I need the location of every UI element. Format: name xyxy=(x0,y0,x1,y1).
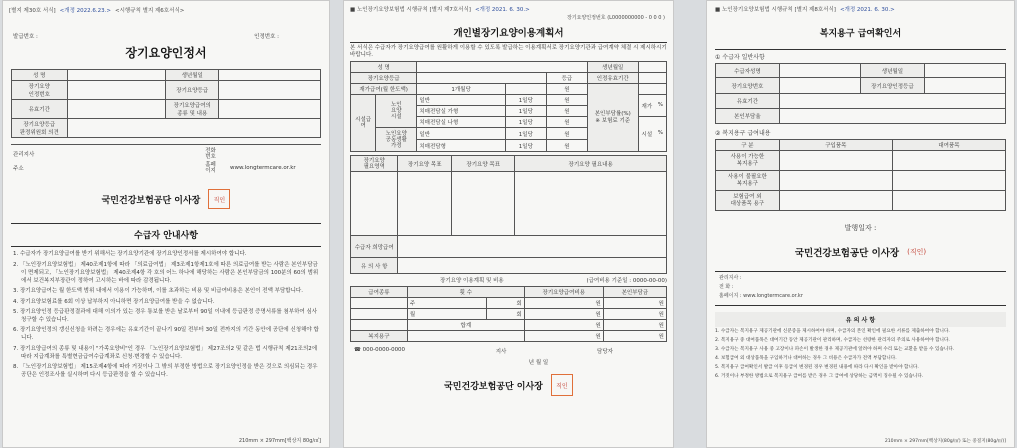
official-seal: 직인 xyxy=(551,374,573,396)
won-unit: 원 xyxy=(546,140,587,152)
beneficiary-table xyxy=(715,63,1006,124)
note-item: 3. 장기요양급여는 월 한도액 범위 내에서 이용이 가능하며, 이를 초과하는 비용 및 비급여비용은 본인이 전액 부담합니다. xyxy=(13,288,303,295)
agency-label: 관리지사 : xyxy=(719,275,742,281)
field-label: 장기요양등급 판정위원회 의견 xyxy=(12,119,68,138)
revision-date: <개정 2021. 6. 30.> xyxy=(839,7,895,13)
field-label: 유효기간 xyxy=(12,100,68,119)
unit-label: 1일당 xyxy=(505,128,546,140)
won-unit: 원 xyxy=(603,331,666,342)
grade-unit: 등급 xyxy=(546,73,587,84)
won-unit: 원 xyxy=(603,298,666,309)
column-header: 장기요양 목표 xyxy=(452,156,515,172)
issuer-name: 국민건강보험공단 이사장 xyxy=(794,248,900,259)
info-table xyxy=(11,69,321,138)
unit-label: 1일당 xyxy=(505,95,546,106)
manager-label: 담당자 xyxy=(597,349,613,356)
note-item: 5. 장기요양인정 등급판정결과에 대해 이의가 있는 경우 통보를 받은 날로부터 90일 이내에 등급판정 증명서류를 첨부하여 심사청구할 수 있습니다. xyxy=(13,309,318,323)
service-category: 노인 요양 시설 xyxy=(376,95,417,128)
note-item: 1. 수급자는 복지용구 제공기관에 신분증을 제시하여야 하며, 수급자의 본인 확인에 필요한 서류를 제출하여야 합니다. xyxy=(715,329,950,334)
field-label: 생년월일 xyxy=(860,64,924,78)
unit-label: 1일당 xyxy=(505,106,546,117)
form-number: ■ 노인장기요양보험법 시행규칙 [별지 제8호서식] xyxy=(715,7,836,13)
period-unit: 주 xyxy=(407,298,486,309)
column-header: 횟 수 xyxy=(407,287,524,298)
field-value xyxy=(417,62,588,73)
revision-date: <개정 2022.6.23.> xyxy=(59,8,112,14)
row-label: 사용이 불필요한 복지용구 xyxy=(716,171,780,191)
service-name: 치매전담실 가형 xyxy=(417,106,505,117)
section-beneficiary: ① 수급자 일반사항 xyxy=(715,54,765,61)
note-item: 2. 「노인장기요양보험법」 제40조제1항에 따라 「의료급여법」 제3조제1항제1호에 따른 의료급여를 받는 사람은 본인부담금이 면제되고, 「노인장기요양보험법」 제40조제4항 각 호의 어느 하나에 해당하는 사람은 본인부담금의 100분의 60의 범위에서 보건복지부장관이 정하여 고시하는 바에 따라 감경됩니다. xyxy=(13,261,319,284)
field-value xyxy=(219,70,321,81)
form-subtitle: <시행규칙 별지 제6호서식> xyxy=(115,8,185,14)
won-unit: 원 xyxy=(524,320,603,331)
issuer-name: 국민건강보험공단 이사장 xyxy=(444,381,543,392)
column-header: 장기요양 필요영역 xyxy=(351,156,398,172)
signature-block xyxy=(344,374,673,396)
field-value xyxy=(67,100,166,119)
field-label: 장기요양등급 xyxy=(166,81,219,100)
agency-table xyxy=(11,147,321,175)
long-term-care-certificate xyxy=(2,0,330,448)
branch-phone: ☎ 000-0000-0000 xyxy=(354,347,406,354)
homepage-label: 홈페 이지 xyxy=(205,162,216,175)
address-label: 주소 xyxy=(13,166,24,173)
unit-label: 1일당 xyxy=(505,117,546,128)
home-care-label: 재가 xyxy=(641,103,653,110)
form-number: [별지 제30호 서식] xyxy=(9,8,56,14)
note-item: 7. 장기요양급여의 종류 및 내용이 "가족요양비"인 경우 「노인장기요양보험법」 제27조의2 및 같은 법 시행규칙 제21조의2에 따라 지급계좌를 특별현금급여수급계좌로 신청·변경할 수 있습니다. xyxy=(13,345,318,360)
form-header xyxy=(344,1,673,13)
total-label: 합계 xyxy=(407,320,524,331)
recognition-number: 장기요양인정번호 (L0000000000 - 0 0 0 ) xyxy=(566,15,665,21)
cost-header xyxy=(350,274,667,286)
guide-title: 수급자 안내사항 xyxy=(134,231,198,242)
won-unit: 원 xyxy=(546,106,587,117)
paper-spec: 210mm × 297mm[백상지(80g/㎡) 또는 중질지(80g/㎡)] xyxy=(884,439,1006,444)
document-title: 개인별장기요양이용계획서 xyxy=(453,28,564,39)
note-item: 3. 수급자는 복지용구 사용 중 고장이나 파손이 발생한 경우 제공기관에 알려야 하며 수리 또는 교환을 받을 수 있습니다. xyxy=(715,346,955,352)
column-header: 장기요양 필요내용 xyxy=(515,156,667,172)
homepage-url: www.longtermcare.or.kr xyxy=(229,165,296,172)
paper-spec: 210mm × 297mm[백상지 80g/㎡] xyxy=(238,438,321,444)
field-label: 본인부담율 xyxy=(716,109,780,124)
form-number: ■ 노인장기요양보험법 시행규칙 [별지 제7호서식] xyxy=(350,7,471,13)
won-unit: 원 xyxy=(546,117,587,128)
note-item: 4. 장기요양보험료를 6회 이상 납부하지 아니하면 장기요양급여를 받을 수 없습니다. xyxy=(13,298,215,305)
issue-date-row xyxy=(707,211,1014,233)
cost-base-date: (급여비용 기준일 : 0000-00-00) xyxy=(586,278,667,285)
period-unit: 월 xyxy=(407,309,486,320)
number-row xyxy=(3,14,329,40)
field-label: 수급자성명 xyxy=(716,64,780,78)
document-title: 장기요양인정서 xyxy=(125,46,207,60)
won-unit: 원 xyxy=(524,309,603,320)
field-label: 성 명 xyxy=(351,62,417,73)
count-unit: 회 xyxy=(486,309,524,320)
notes-title: 유 의 사 항 xyxy=(715,312,1006,327)
needs-table xyxy=(350,155,667,274)
branch-row xyxy=(350,342,667,355)
service-name: 치매전담실 나형 xyxy=(417,117,505,128)
field-value xyxy=(638,62,666,73)
facility-benefit-label: 시설급여 xyxy=(351,95,376,152)
field-value xyxy=(67,119,320,138)
official-seal: (직인) xyxy=(907,248,927,256)
facility-label: 시설 xyxy=(641,132,653,139)
signature-block xyxy=(707,245,1014,259)
cost-title: 장기요양 이용계획 및 비용 xyxy=(440,278,504,285)
won-unit: 원 xyxy=(546,128,587,140)
won-unit: 원 xyxy=(524,298,603,309)
remarks-label: 유 의 사 항 xyxy=(351,258,398,274)
care-plan-document xyxy=(343,0,674,448)
column-header: 급여종류 xyxy=(351,287,408,298)
note-item: 6. 거짓이나 부정한 방법으로 복지용구 급여를 받은 경우 그 급여에 상당하는 금액이 징수될 수 있습니다. xyxy=(715,373,924,379)
column-header: 구 분 xyxy=(716,140,780,151)
field-value xyxy=(219,100,321,119)
field-label: 장기요양번호 xyxy=(716,78,780,94)
unit-label: 1개월당 xyxy=(417,84,505,95)
service-name: 일반 xyxy=(417,95,505,106)
issuer-name: 국민건강보험공단 이사장 xyxy=(101,195,201,206)
intro-text: 본 서식은 수급자가 장기요양급여를 원활하게 이용할 수 있도록 발급하는 이용계획서로 장기요양기관과 급여계약 체결 시 제시하시기 바랍니다. xyxy=(350,45,667,59)
issue-date-label: 발행일자 : xyxy=(844,224,877,232)
row-label: 사용이 가능한 복지용구 xyxy=(716,151,780,171)
percent-unit: % xyxy=(657,130,663,137)
note-item: 2. 복지용구 중 대여품목은 대여기간 동안 제공기관이 관리하며, 수급자는 선량한 관리자의 주의로 사용하여야 합니다. xyxy=(715,337,950,343)
field-value xyxy=(67,81,166,100)
field-value xyxy=(417,73,547,84)
count-unit: 회 xyxy=(486,298,524,309)
cost-table xyxy=(350,286,667,342)
column-header: 대여품목 xyxy=(892,140,1005,151)
equipment-table xyxy=(715,139,1006,211)
field-label: 장기요양인정등급 xyxy=(860,78,924,94)
row-label: 보험급여 외 대상품목 용구 xyxy=(716,191,780,211)
signature-block xyxy=(3,189,329,209)
field-label: 생년월일 xyxy=(166,70,219,81)
column-header: 장기요양급여비용 xyxy=(524,287,603,298)
document-title: 복지용구 급여확인서 xyxy=(819,29,902,39)
note-item: 8. 「노인장기요양보험법」 제15조제4항에 따라 거짓이나 그 밖의 부정한 방법으로 장기요양인정을 받은 것으로 의심되는 경우 공단은 인정조사를 실시하며 다시 등급판정을 할 수 있습니다. xyxy=(13,364,318,379)
unit-label: 1일당 xyxy=(505,140,546,152)
won-unit: 원 xyxy=(546,84,587,95)
won-unit: 원 xyxy=(603,309,666,320)
note-item: 6. 장기요양인정의 갱신신청을 하려는 경우에는 유효기간이 끝나기 90일 전부터 30일 전까지의 기간 동안에 공단에 신청해야 합니다. xyxy=(13,327,319,342)
notes-list xyxy=(715,327,1006,380)
won-unit: 원 xyxy=(603,320,666,331)
official-seal: 직인 xyxy=(208,189,230,209)
date-row xyxy=(350,355,667,366)
won-unit: 원 xyxy=(524,331,603,342)
field-label: 성 명 xyxy=(12,70,68,81)
welfare-equipment-label: 복지용구 xyxy=(351,331,408,342)
phone-label: 전화 번호 xyxy=(205,148,216,161)
field-label: 장기요양급여의 종류 및 내용 xyxy=(166,100,219,119)
phone-label: 전 화 : xyxy=(719,284,734,290)
field-label: 장기요양등급 xyxy=(351,73,417,84)
form-header xyxy=(707,1,1014,13)
section-equipment: ② 복지용구 급여내용 xyxy=(715,130,771,137)
field-value xyxy=(67,70,166,81)
field-value xyxy=(638,73,666,84)
column-header: 본인부담금 xyxy=(603,287,666,298)
issue-number-label: 발급번호 : xyxy=(13,34,38,40)
field-label: 유효기간 xyxy=(716,94,780,109)
field-value xyxy=(219,81,321,100)
agency-label: 관리지사 xyxy=(13,152,35,159)
welfare-equipment-certificate xyxy=(706,0,1015,448)
monthly-limit-label: 재가급여(월 한도액) xyxy=(351,84,417,95)
form-header xyxy=(3,1,329,14)
percent-unit: % xyxy=(657,101,663,108)
guide-notes xyxy=(3,251,329,380)
field-label: 생년월일 xyxy=(587,62,638,73)
homepage-label: 홈페이지 : www.longtermcare.or.kr xyxy=(719,293,803,299)
copay-rate-label: 본인부담률(%) ※ 보험료 기준 xyxy=(587,84,638,152)
field-label: 장기요양 인정번호 xyxy=(12,81,68,100)
column-header: 구입품목 xyxy=(779,140,892,151)
beneficiary-table xyxy=(350,61,667,152)
note-item: 5. 복지용구 급여확인서 발급 이후 등급이 변경된 경우 변경된 내용에 따라 다시 확인을 받아야 합니다. xyxy=(715,364,919,370)
branch-label: 지사 xyxy=(495,349,507,356)
won-unit: 원 xyxy=(546,95,587,106)
issue-date: 년 월 일 xyxy=(528,360,549,367)
note-item: 1. 수급자가 장기요양급여를 받기 위해서는 장기요양기관에 장기요양인정서를 제시하여야 합니다. xyxy=(13,251,247,258)
column-header: 장기요양 목표 xyxy=(398,156,452,172)
field-label: 인정유효기간 xyxy=(587,73,638,84)
revision-date: <개정 2021. 6. 30.> xyxy=(474,7,530,13)
service-name: 치매전담형 xyxy=(417,140,505,152)
wish-label: 수급자 희망급여 xyxy=(351,236,398,258)
recognition-number-label: 인정번호 : xyxy=(254,34,279,40)
note-item: 4. 보험급여 외 대상품목을 구입하거나 대여하는 경우 그 비용은 수급자가 전액 부담합니다. xyxy=(715,355,897,361)
service-category: 노인요양 공동생활 가정 xyxy=(376,128,417,152)
service-name: 일반 xyxy=(417,128,505,140)
